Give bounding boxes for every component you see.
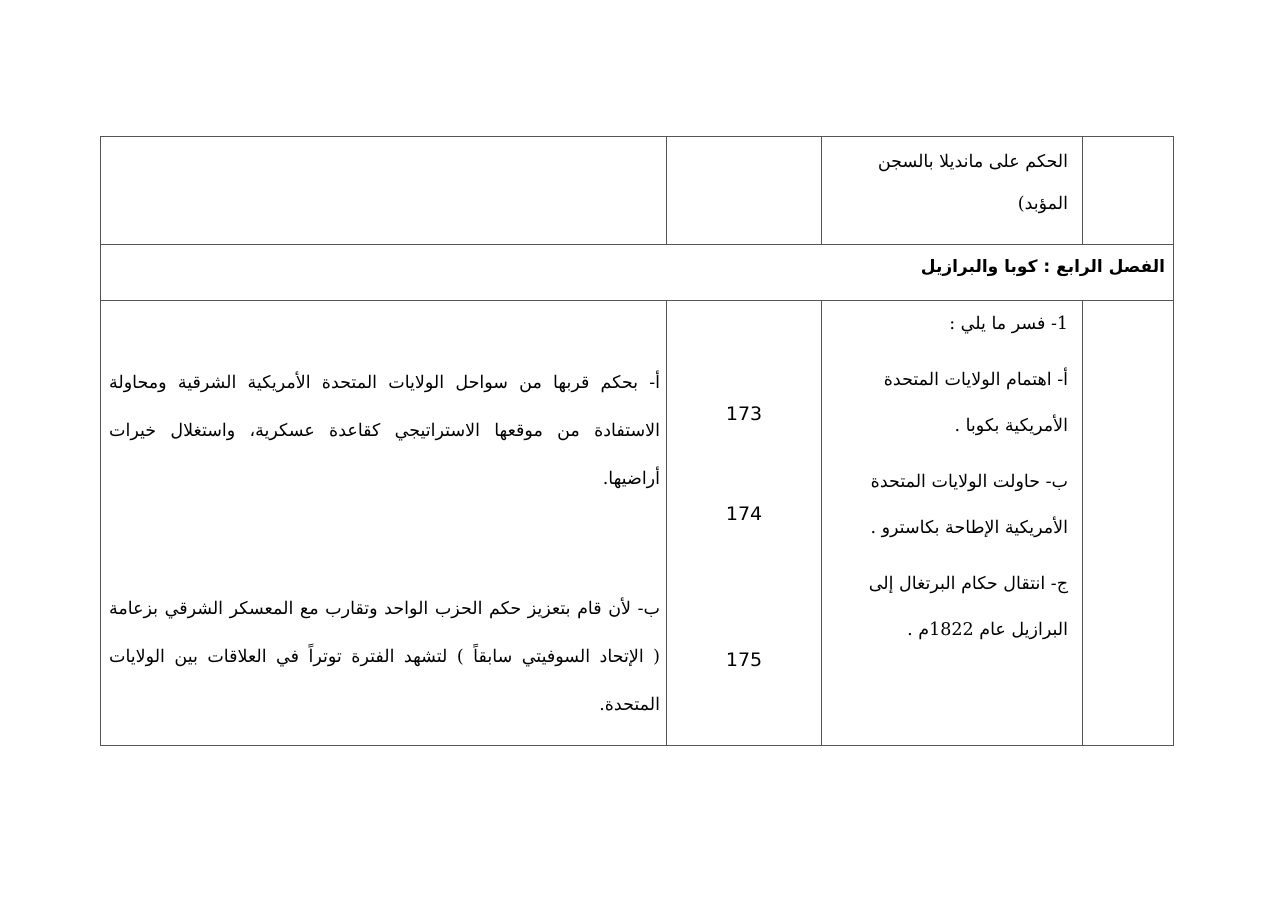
- question-line: المؤبد): [1017, 194, 1068, 214]
- answer-cell: [101, 301, 667, 746]
- page-cell: [667, 137, 822, 245]
- table-row: [101, 301, 1174, 746]
- question-c-line: ج- انتقال حكام البرتغال إلى: [868, 574, 1068, 594]
- table-row: [101, 137, 1174, 245]
- answer-b: ب- لأن قام بتعزيز حكم الحزب الواحد وتقارب مع المعسكر الشرقي بزعامة ( الإتحاد السوفيتي سابقاً ) لتشهد الفترة توتراً في العلاقات بين الولايات المتحدة.: [109, 599, 660, 715]
- question-a-line: أ- اهتمام الولايات المتحدة: [883, 370, 1068, 390]
- question-heading: 1- فسر ما يلي :: [949, 314, 1068, 334]
- number-cell: [1083, 137, 1174, 245]
- table-row: [101, 245, 1174, 301]
- answers-table: [100, 136, 1174, 746]
- page-cell: [667, 301, 822, 746]
- question-a-line: الأمريكية بكوبا .: [954, 416, 1068, 436]
- page-number: 175: [725, 649, 763, 671]
- question-cell: [822, 137, 1083, 245]
- answer-cell: [101, 137, 667, 245]
- answer-a: أ- بحكم قربها من سواحل الولايات المتحدة الأمريكية الشرقية ومحاولة الاستفادة من موقعها الاستراتيجي كقاعدة عسكرية، واستغلال خيرات أراضيها.: [109, 373, 660, 489]
- question-c-line: البرازيل عام 1822م .: [907, 620, 1068, 640]
- chapter-title: الفصل الرابع : كوبا والبرازيل: [920, 257, 1165, 277]
- question-b-line: الأمريكية الإطاحة بكاسترو .: [870, 518, 1068, 538]
- page-number: 173: [725, 403, 763, 425]
- question-cell: [822, 301, 1083, 746]
- chapter-cell: [101, 245, 1174, 301]
- page-number: 174: [725, 503, 763, 525]
- question-b-line: ب- حاولت الولايات المتحدة: [870, 472, 1068, 492]
- number-cell: [1083, 301, 1174, 746]
- question-line: الحكم على مانديلا بالسجن: [877, 152, 1068, 172]
